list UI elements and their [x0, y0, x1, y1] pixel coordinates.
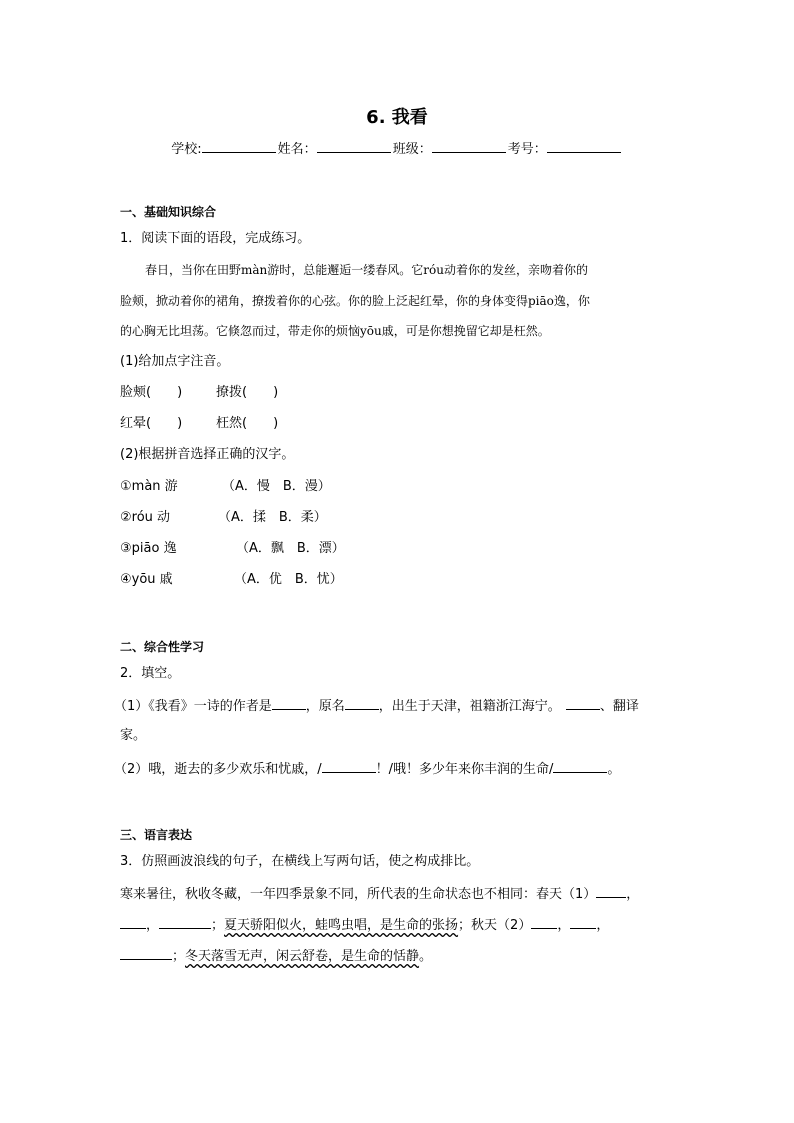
choice-item: ③piāo 逸 — [120, 541, 177, 556]
school-field[interactable] — [202, 138, 276, 153]
autumn-blank-1[interactable] — [531, 914, 557, 929]
fill-line-2 — [114, 758, 620, 780]
parallel-text: 。 — [419, 949, 433, 964]
pinyin-item[interactable]: 红晕( ) — [120, 416, 183, 431]
parallel-text: 寒来暑往，秋收冬藏，一年四季景象不同，所代表的生命状态也不相同：春天（1） — [120, 887, 597, 902]
parallel-text: ； — [211, 918, 225, 933]
parallel-line-2: ， ；夏天骄阳似火，蛙鸣虫唱，是生命的张扬；秋天（2） ， ， — [120, 914, 609, 936]
class-field[interactable] — [432, 138, 506, 153]
fill-line-1-cont: 家。 — [120, 728, 147, 743]
question-1: 1．阅读下面的语段，完成练习。 — [120, 231, 311, 246]
choice-item: ①màn 游 — [120, 479, 178, 494]
parallel-text: ； — [172, 949, 186, 964]
spring-blank-3[interactable] — [159, 914, 211, 929]
autumn-blank-2[interactable] — [570, 914, 596, 929]
parallel-line-1: 寒来暑往，秋收冬藏，一年四季景象不同，所代表的生命状态也不相同：春天（1） ， — [120, 883, 639, 905]
spring-blank-2[interactable] — [120, 914, 146, 929]
fill-text: （1）《我看》一诗的作者是 — [114, 699, 272, 714]
pinyin-item[interactable]: 枉然( ) — [216, 416, 279, 431]
number-label: 考号： — [507, 142, 547, 157]
passage-line-3: 的心胸无比坦荡。它倏忽而过，带走你的烦恼yōu戚，可是你想挽留它却是枉然。 — [120, 324, 550, 338]
author-blank[interactable] — [272, 695, 306, 710]
sub-question-2: (2)根据拼音选择正确的汉字。 — [120, 447, 295, 462]
section-1-heading: 一、基础知识综合 — [120, 205, 217, 219]
poem-blank-1[interactable] — [322, 758, 376, 773]
wavy-model-sentence: 冬天落雪无声，闲云舒卷，是生命的恬静 — [185, 949, 420, 964]
passage-line-2: 脸颊，掀动着你的裙角，撩拨着你的心弦。你的脸上泛起红晕，你的身体变得piāo逸，你 — [120, 294, 590, 308]
sub-question-1: (1)给加点字注音。 — [120, 354, 230, 369]
number-field[interactable] — [547, 138, 621, 153]
fill-text: 、翻译 — [599, 699, 639, 714]
section-3-heading: 三、语言表达 — [120, 828, 193, 842]
class-label: 班级： — [392, 142, 432, 157]
parallel-line-3 — [120, 945, 432, 967]
pinyin-item[interactable]: 脸颊( ) — [120, 385, 183, 400]
choice-item: ④yōu 戚 — [120, 572, 173, 587]
student-info-line — [0, 138, 794, 160]
fill-text: ，原名 — [305, 699, 345, 714]
choice-options[interactable]: （A．优 B．忧） — [234, 572, 343, 587]
name-field[interactable] — [317, 138, 391, 153]
name-label: 姓名： — [277, 142, 317, 157]
autumn-blank-3[interactable] — [120, 945, 172, 960]
fill-text: ！/哦！多少年来你丰润的生命/ — [375, 762, 554, 777]
parallel-text: ；秋天（2） — [458, 918, 532, 933]
choice-options[interactable]: （A．飘 B．漂） — [236, 541, 345, 556]
fill-text: 。 — [607, 762, 621, 777]
fill-line-1 — [114, 695, 639, 717]
section-2-heading: 二、综合性学习 — [120, 640, 205, 654]
choice-item: ②róu 动 — [120, 510, 171, 525]
identity-blank[interactable] — [566, 695, 600, 710]
passage-line-1: 春日，当你在田野màn游时，总能邂逅一缕春风。它róu动着你的发丝，亲吻着你的 — [145, 263, 588, 277]
poem-blank-2[interactable] — [553, 758, 607, 773]
question-3: 3．仿照画波浪线的句子，在横线上写两句话，使之构成排比。 — [120, 854, 480, 869]
spring-blank-1[interactable] — [596, 883, 626, 898]
pinyin-item[interactable]: 撩拨( ) — [216, 385, 279, 400]
wavy-model-sentence: 夏天骄阳似火，蛙鸣虫唱，是生命的张扬 — [224, 918, 459, 933]
fill-text: ，出生于天津，祖籍浙江海宁。 — [378, 699, 561, 714]
school-label: 学校: — [171, 142, 202, 157]
fill-text: （2）哦，逝去的多少欢乐和忧戚，/ — [114, 762, 322, 777]
choice-options[interactable]: （A．慢 B．漫） — [222, 479, 331, 494]
original-name-blank[interactable] — [345, 695, 379, 710]
page-title: 6. 我看 — [366, 107, 428, 128]
choice-options[interactable]: （A．揉 B．柔） — [218, 510, 327, 525]
question-2: 2．填空。 — [120, 666, 181, 681]
